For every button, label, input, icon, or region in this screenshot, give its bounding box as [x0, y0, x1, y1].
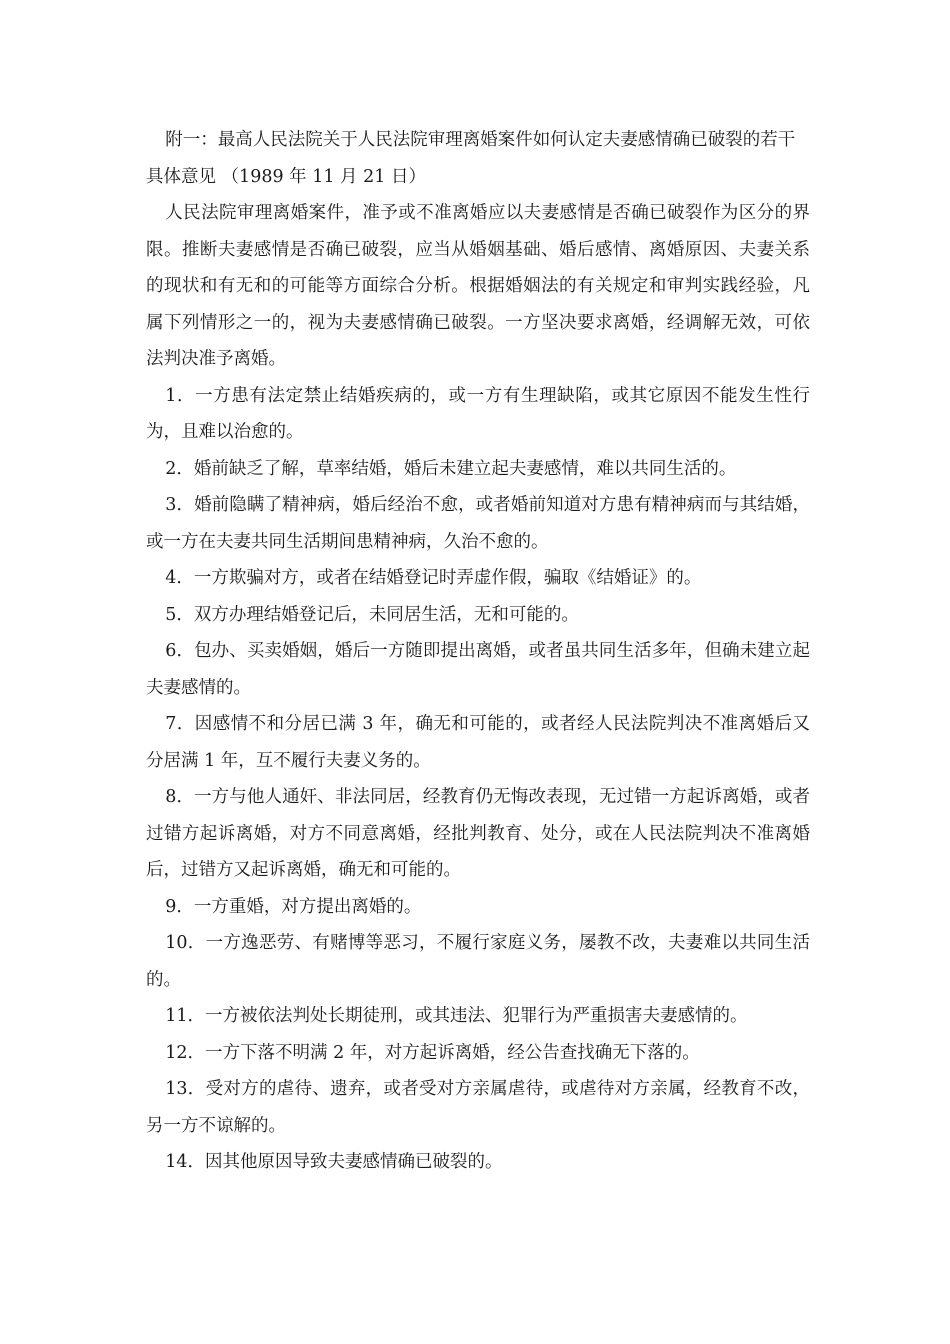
intro-paragraph: 人民法院审理离婚案件，准予或不准离婚应以夫妻感情是否确已破裂作为区分的界限。推断夫妻感情是否确已破裂，应当从婚姻基础、婚后感情、离婚原因、夫妻关系的现状和有无和的可能等方面综合分析。根据婚姻法的有关规定和审判实践经验，凡属下列情形之一的，视为夫妻感情确已破裂。一方坚决要求离婚，经调解无效，可依法判决准予离婚。: [146, 203, 810, 369]
list-item: 1．一方患有法定禁止结婚疾病的，或一方有生理缺陷，或其它原因不能发生性行为，且难以治愈的。: [146, 385, 810, 442]
list-item: 8．一方与他人通奸、非法同居，经教育仍无悔改表现，无过错一方起诉离婚，或者过错方起诉离婚，对方不同意离婚，经批判教育、处分，或在人民法院判决不准离婚后，过错方又起诉离婚，确无和可能的。: [146, 787, 810, 880]
list-item: 14．因其他原因导致夫妻感情确已破裂的。: [165, 1152, 503, 1172]
list-item: 5．双方办理结婚登记后，未同居生活，无和可能的。: [165, 604, 579, 625]
list-item: 4．一方欺骗对方，或者在结婚登记时弄虚作假，骗取《结婚证》的。: [165, 568, 702, 588]
list-item: 3．婚前隐瞒了精神病，婚后经治不愈，或者婚前知道对方患有精神病而与其结婚，或一方在夫妻共同生活期间患精神病，久治不愈的。: [146, 495, 810, 552]
list-item: 6．包办、买卖婚姻，婚后一方随即提出离婚，或者虽共同生活多年，但确未建立起夫妻感情的。: [146, 641, 810, 698]
document-title: 附一：最高人民法院关于人民法院审理离婚案件如何认定夫妻感情确已破裂的若干具体意见 （1989 年 11 月 21 日）: [146, 130, 796, 187]
list-item: 9．一方重婚，对方提出离婚的。: [165, 896, 422, 917]
list-item: 13．受对方的虐待、遗弃，或者受对方亲属虐待，或虐待对方亲属，经教育不改，另一方不谅解的。: [146, 1079, 810, 1136]
list-item: 2．婚前缺乏了解，草率结婚，婚后未建立起夫妻感情，难以共同生活的。: [165, 458, 737, 479]
document-body: [146, 122, 810, 1181]
list-item: 12．一方下落不明满 2 年，对方起诉离婚，经公告查找确无下落的。: [165, 1042, 700, 1063]
list-item: 7．因感情不和分居已满 3 年，确无和可能的，或者经人民法院判决不准离婚后又分居满 1 年，互不履行夫妻义务的。: [146, 714, 810, 771]
list-item: 11．一方被依法判处长期徒刑，或其违法、犯罪行为严重损害夫妻感情的。: [165, 1006, 748, 1026]
list-item: 10．一方逸恶劳、有赌博等恶习，不履行家庭义务，屡教不改，夫妻难以共同生活的。: [146, 933, 810, 990]
